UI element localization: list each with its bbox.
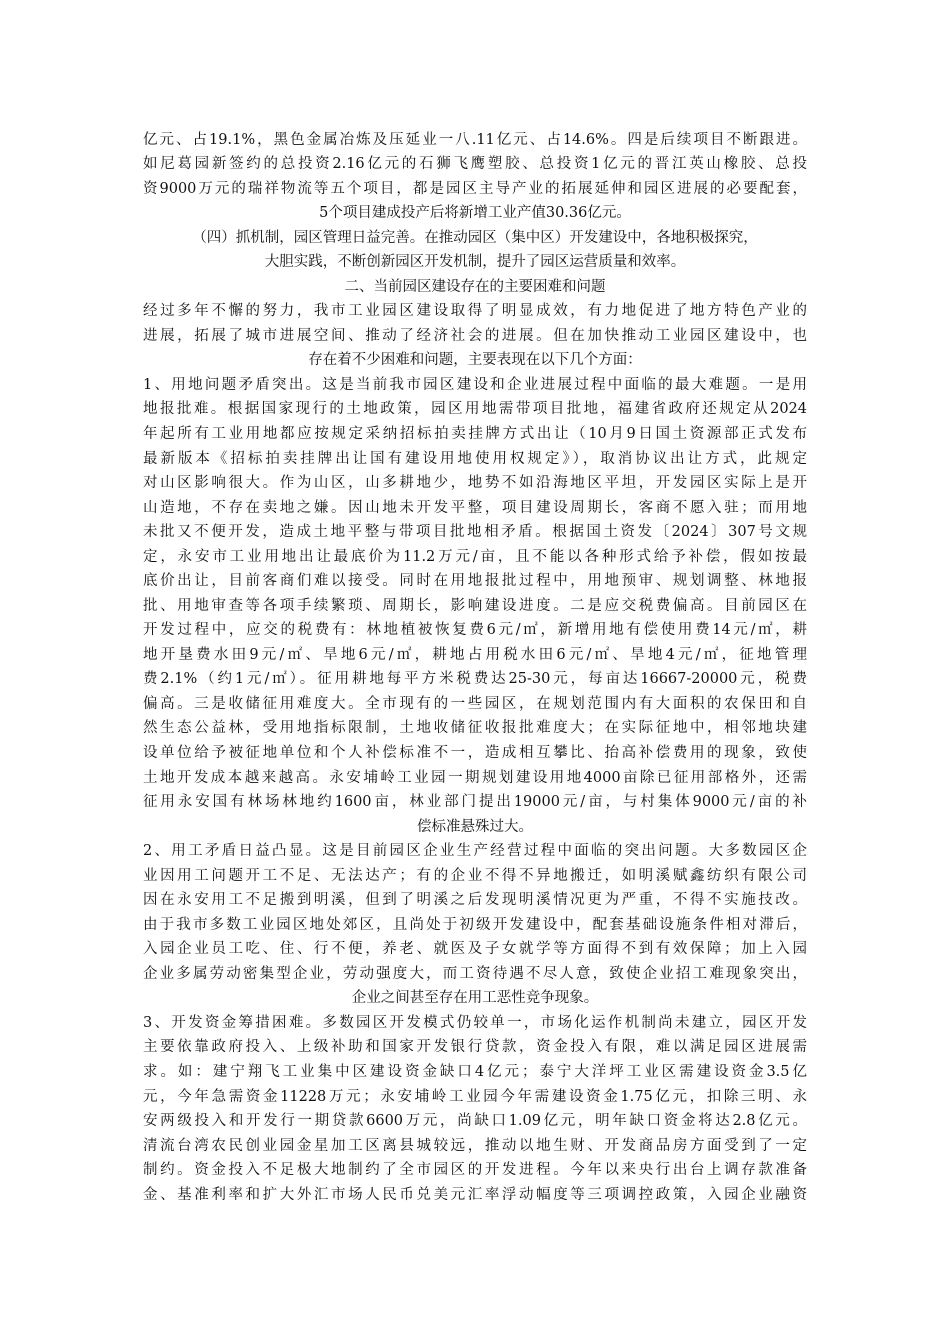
section-heading: 二、当前园区建设存在的主要困难和问题	[344, 279, 606, 295]
text-line: 入园企业员工吃、住、行不便，养老、就医及子女就学等方面得不到有效保障；加上入园	[143, 941, 807, 957]
text-line: 存在着不少困难和问题，主要表现在以下几个方面：	[308, 352, 642, 368]
text-line: 开发过程中，应交的税费有：林地植被恢复费6元/㎡，新增用地有偿使用费14元/㎡，耕	[143, 622, 807, 638]
text-line: 1、用地问题矛盾突出。这是当前我市园区建设和企业进展过程中面临的最大难题。一是用	[143, 377, 807, 393]
text-line: 费2.1%（约1元/㎡）。征用耕地每平方米税费达25-30元，每亩达16667-20000元，税费	[143, 671, 807, 687]
text-line: 进展，拓展了城市进展空间、推动了经济社会的进展。但在加快推动工业园区建设中，也	[143, 328, 807, 344]
text-line: 制约。资金投入不足极大地制约了全市园区的开发进程。今年以来央行出台上调存款准备	[143, 1162, 807, 1178]
text-line: 主要依靠政府投入、上级补助和国家开发银行贷款，资金投入有限，难以满足园区进展需	[143, 1039, 807, 1055]
text-line: 2、用工矛盾日益凸显。这是目前园区企业生产经营过程中面临的突出问题。大多数园区企	[143, 843, 807, 859]
text-line: 然生态公益林，受用地指标限制，土地收储征收报批难度大；在实际征地中，相邻地块建	[143, 720, 807, 736]
text-line: 5个项目建成投产后将新增工业产值30.36亿元。	[319, 205, 631, 221]
text-line: 征用永安国有林场林地约1600亩，林业部门提出19000元/亩，与村集体9000元/亩的补	[143, 794, 807, 810]
text-line: 批、用地审查等各项手续繁琐、周期长，影响建设进度。二是应交税费偏高。目前园区在	[143, 598, 807, 614]
text-line: 由于我市多数工业园区地处郊区，且尚处于初级开发建设中，配套基础设施条件相对滞后，	[143, 917, 807, 933]
text-line: 企业多属劳动密集型企业，劳动强度大，而工资待遇不尽人意，致使企业招工难现象突出，	[143, 966, 807, 982]
text-line: 安两级投入和开发行一期贷款6600万元，尚缺口1.09亿元，明年缺口资金将达2.8亿元。	[143, 1113, 807, 1129]
text-line: 3、开发资金筹措困难。多数园区开发模式仍较单一，市场化运作机制尚未建立，园区开发	[143, 1015, 807, 1031]
text-line: 因在永安用工不足搬到明溪，但到了明溪之后发现明溪情况更为严重，不得不实施技改。	[143, 892, 807, 908]
text-line: 如尼葛园新签约的总投资2.16亿元的石狮飞鹰塑胶、总投资1亿元的晋江英山橡胶、总投	[143, 156, 807, 172]
text-line: 大胆实践，不断创新园区开发机制，提升了园区运营质量和效率。	[264, 254, 686, 270]
text-line: 最新版本《招标拍卖挂牌出让国有建设用地使用权规定》），取消协议出让方式，此规定	[143, 451, 807, 467]
text-line: 亿元、占19.1%，黑色金属冶炼及压延业一八.11亿元、占14.6%。四是后续项目不断跟进。	[143, 132, 807, 148]
text-line: 偿标准悬殊过大。	[417, 819, 533, 835]
text-line: 地报批难。根据国家现行的土地政策，园区用地需带项目批地，福建省政府还规定从2024	[143, 401, 807, 417]
text-line: 经过多年不懈的努力，我市工业园区建设取得了明显成效，有力地促进了地方特色产业的	[143, 303, 807, 319]
text-line: （四）抓机制，园区管理日益完善。在推动园区（集中区）开发建设中，各地积极探究，	[192, 230, 758, 246]
text-line: 地开垦费水田9元/㎡、旱地6元/㎡，耕地占用税水田6元/㎡、旱地4元/㎡，征地管理	[143, 647, 807, 663]
text-line: 金、基准利率和扩大外汇市场人民币兑美元汇率浮动幅度等三项调控政策，入园企业融资	[143, 1187, 807, 1203]
text-line: 清流台湾农民创业园金星加工区离县城较远，推动以地生财、开发商品房方面受到了一定	[143, 1138, 807, 1154]
text-line: 企业之间甚至存在用工恶性竞争现象。	[351, 990, 599, 1006]
text-line: 元，今年急需资金11228万元；永安埔岭工业园今年需建设资金1.75亿元，扣除三明、永	[143, 1089, 807, 1105]
text-line: 设单位给予被征地单位和个人补偿标准不一，造成相互攀比、抬高补偿费用的现象，致使	[143, 745, 807, 761]
text-line: 底价出让，目前客商们难以接受。同时在用地报批过程中，用地预审、规划调整、林地报	[143, 573, 807, 589]
text-line: 定，永安市工业用地出让最底价为11.2万元/亩，且不能以各种形式给予补偿，假如按最	[143, 549, 807, 565]
text-line: 对山区影响很大。作为山区，山多耕地少，地势不如沿海地区平坦，开发园区实际上是开	[143, 475, 807, 491]
text-line: 求。如：建宁翔飞工业集中区建设资金缺口4亿元；泰宁大洋坪工业区需建设资金3.5亿	[143, 1064, 807, 1080]
text-line: 年起所有工业用地都应按规定采纳招标拍卖挂牌方式出让（10月9日国土资源部正式发布	[143, 426, 807, 442]
text-line: 业因用工问题开工不足、无法达产；有的企业不得不异地搬迁，如明溪赋鑫纺织有限公司	[143, 868, 807, 884]
text-line: 偏高。三是收储征用难度大。全市现有的一些园区，在规划范围内有大面积的农保田和自	[143, 696, 807, 712]
text-line: 资9000万元的瑞祥物流等五个项目，都是园区主导产业的拓展延伸和园区进展的必要配套，	[143, 181, 807, 197]
text-line: 未批又不便开发，造成土地平整与带项目批地相矛盾。根据国土资发〔2024〕307号文规	[143, 524, 807, 540]
text-line: 土地开发成本越来越高。永安埔岭工业园一期规划建设用地4000亩除已征用部格外，还需	[143, 770, 807, 786]
text-line: 山造地，不存在卖地之嫌。因山地未开发平整，项目建设周期长，客商不愿入驻；而用地	[143, 500, 807, 516]
